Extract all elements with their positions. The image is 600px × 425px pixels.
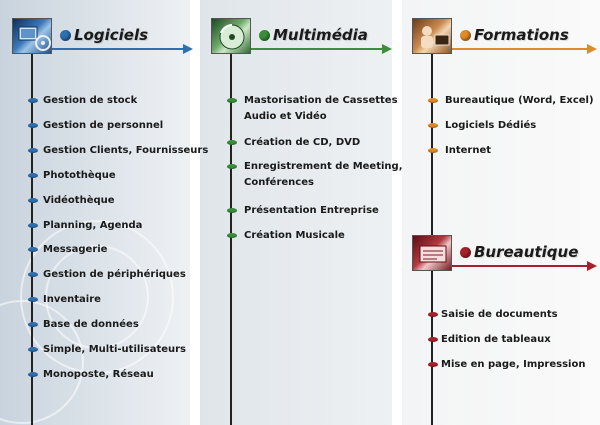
logiciels-arrow-head-icon xyxy=(183,44,193,54)
logiciels-list-item: Simple, Multi-utilisateurs xyxy=(43,344,187,355)
column-separator xyxy=(190,0,200,425)
multimedia-list-item: Présentation Entreprise xyxy=(244,205,379,216)
multimedia-list-item: Mastorisation de Cassettes xyxy=(244,95,398,106)
logiciels-list-item: Base de données xyxy=(43,319,139,330)
bureautique-list-item: Edition de tableaux xyxy=(441,334,551,345)
formations-title: Formations xyxy=(474,26,569,44)
multimedia-bullet xyxy=(227,98,237,103)
logiciels-bullet xyxy=(28,247,38,252)
logiciels-list-item: Messagerie xyxy=(43,244,108,255)
logiciels-list-item: Planning, Agenda xyxy=(43,220,143,231)
logiciels-list-item: Inventaire xyxy=(43,294,101,305)
bureautique-bullet xyxy=(428,312,438,317)
formations-list-item: Internet xyxy=(445,145,492,156)
multimedia-arrow-head-icon xyxy=(382,44,392,54)
bureautique-arrow-head-icon xyxy=(587,261,597,271)
logiciels-list-item: Gestion de stock xyxy=(43,95,138,106)
bureautique-dot xyxy=(460,247,471,258)
logiciels-bullet xyxy=(28,123,38,128)
logiciels-bullet xyxy=(28,322,38,327)
logiciels-header xyxy=(12,18,192,58)
multimedia-arrow xyxy=(251,48,383,50)
bureautique-bullet xyxy=(428,337,438,342)
formations-dot xyxy=(460,30,471,41)
logiciels-dot xyxy=(60,30,71,41)
multimedia-header xyxy=(211,18,391,58)
logiciels-bullet xyxy=(28,297,38,302)
multimedia-bullet xyxy=(227,233,237,238)
multimedia-thumbnail xyxy=(211,18,251,54)
formations-list-item: Logiciels Dédiés xyxy=(445,120,537,131)
logiciels-bullet xyxy=(28,272,38,277)
formations-arrow xyxy=(452,48,588,50)
logiciels-bullet xyxy=(28,347,38,352)
bureautique-bullet xyxy=(428,362,438,367)
logiciels-list-item: Vidéothèque xyxy=(43,195,115,206)
column-separator xyxy=(392,0,402,425)
multimedia-list-item: Conférences xyxy=(244,177,314,188)
logiciels-bullet xyxy=(28,98,38,103)
bureautique-list-item: Mise en page, Impression xyxy=(441,359,586,370)
logiciels-bullet xyxy=(28,148,38,153)
bureautique-list-item: Saisie de documents xyxy=(441,309,558,320)
multimedia-list-item: Création de CD, DVD xyxy=(244,137,361,148)
logiciels-list-item: Gestion de personnel xyxy=(43,120,164,131)
formations-bullet xyxy=(428,98,438,103)
logiciels-list-item: Photothèque xyxy=(43,170,116,181)
formations-arrow-head-icon xyxy=(587,44,597,54)
bureautique-title: Bureautique xyxy=(474,243,579,261)
logiciels-arrow xyxy=(52,48,184,50)
logiciels-list-item: Gestion Clients, Fournisseurs xyxy=(43,145,209,156)
multimedia-title: Multimédia xyxy=(273,26,368,44)
bureautique-header xyxy=(412,235,600,275)
formations-bullet xyxy=(428,123,438,128)
logiciels-bullet xyxy=(28,173,38,178)
multimedia-list-item: Création Musicale xyxy=(244,230,345,241)
bureautique-thumbnail xyxy=(412,235,452,271)
multimedia-bullet xyxy=(227,140,237,145)
formations-header xyxy=(412,18,600,58)
logiciels-thumbnail xyxy=(12,18,52,54)
multimedia-dot xyxy=(259,30,270,41)
multimedia-list-item: Enregistrement de Meeting, xyxy=(244,161,403,172)
formations-thumbnail xyxy=(412,18,452,54)
multimedia-bullet xyxy=(227,164,237,169)
logiciels-bullet xyxy=(28,223,38,228)
logiciels-list-item: Monoposte, Réseau xyxy=(43,369,154,380)
logiciels-bullet xyxy=(28,198,38,203)
multimedia-bullet xyxy=(227,208,237,213)
logiciels-list-item: Gestion de périphériques xyxy=(43,269,186,280)
logiciels-title: Logiciels xyxy=(74,26,149,44)
formations-bullet xyxy=(428,148,438,153)
multimedia-list-item: Audio et Vidéo xyxy=(244,111,327,122)
logiciels-bullet xyxy=(28,372,38,377)
bureautique-arrow xyxy=(452,265,588,267)
formations-list-item: Bureautique (Word, Excel) xyxy=(445,95,594,106)
